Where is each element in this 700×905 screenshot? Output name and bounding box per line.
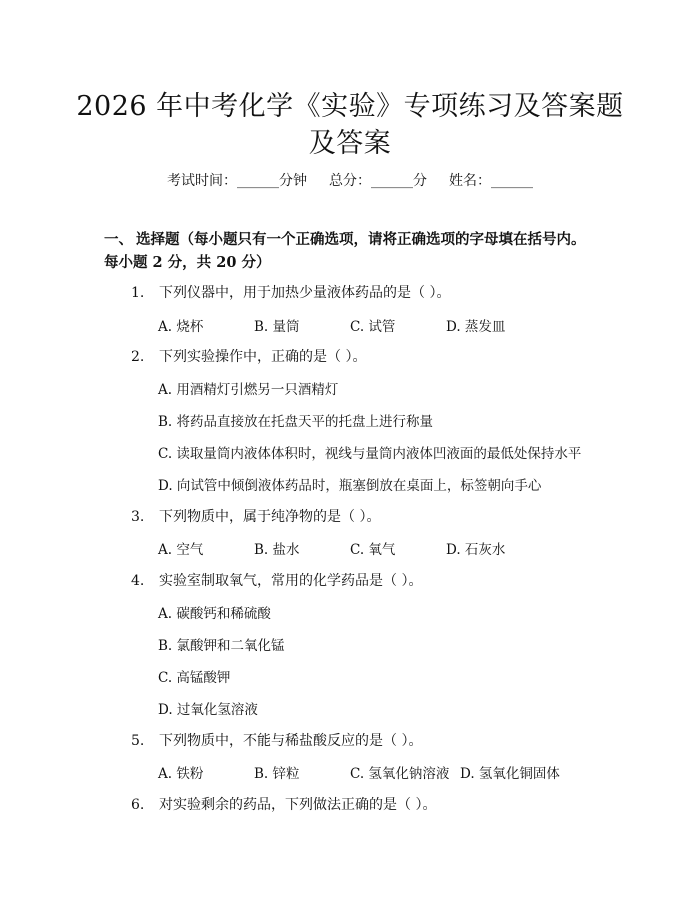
question-2-option-a: A. 用酒精灯引燃另一只酒精灯 (158, 382, 339, 398)
exam-info-row (0, 170, 700, 190)
option-d: D. 蒸发皿 (446, 319, 506, 335)
student-name-field: 姓名：______ (449, 173, 533, 189)
question-text: 下列仪器中，用于加热少量液体药品的是（ ）。 (159, 285, 451, 301)
question-text: 下列物质中，属于纯净物的是（ ）。 (159, 509, 381, 525)
question-5 (131, 730, 422, 750)
question-text: 下列物质中，不能与稀盐酸反应的是（ ）。 (159, 733, 423, 749)
exam-time-field: 考试时间：______分钟 (167, 173, 307, 189)
option-b: B. 量筒 (254, 319, 300, 335)
question-number: 1. (131, 285, 145, 301)
option-c: C. 氢氧化钠溶液 (350, 766, 450, 782)
question-4 (131, 570, 422, 590)
question-text: 对实验剩余的药品，下列做法正确的是（ ）。 (159, 797, 437, 813)
question-number: 3. (131, 509, 145, 525)
option-d: D. 氢氧化铜固体 (460, 766, 560, 782)
question-3 (131, 506, 380, 526)
section-instructions: 选择题（每小题只有一个正确选项，请将正确选项的字母填在括号内。每小题 2 分，共 20 分） (104, 231, 586, 271)
question-number: 6. (131, 797, 145, 813)
page-title-line-2: 及答案 (308, 128, 392, 159)
option-d: D. 石灰水 (446, 542, 506, 558)
question-text: 实验室制取氧气，常用的化学药品是（ ）。 (159, 573, 423, 589)
question-number: 4. (131, 573, 145, 589)
section-number: 一、 (104, 231, 133, 248)
question-text: 下列实验操作中，正确的是（ ）。 (159, 349, 367, 365)
option-c: C. 试管 (350, 319, 396, 335)
question-4-option-c: C. 高锰酸钾 (158, 670, 231, 686)
option-a: A. 烧杯 (158, 319, 204, 335)
question-2-option-b: B. 将药品直接放在托盘天平的托盘上进行称量 (158, 414, 434, 430)
option-c: C. 氧气 (350, 542, 396, 558)
question-number: 5. (131, 733, 145, 749)
option-b: B. 盐水 (254, 542, 300, 558)
question-4-option-d: D. 过氧化氢溶液 (158, 702, 258, 718)
question-2-option-c: C. 读取量筒内液体体积时，视线与量筒内液体凹液面的最低处保持水平 (158, 446, 582, 462)
total-score-field: 总分：______分 (329, 173, 427, 189)
option-a: A. 铁粉 (158, 766, 204, 782)
section-heading (104, 228, 594, 274)
question-4-option-a: A. 碳酸钙和稀硫酸 (158, 606, 271, 622)
page-title-line-1: 2026 年中考化学《实验》专项练习及答案题 (76, 91, 624, 122)
question-number: 2. (131, 349, 145, 365)
option-b: B. 锌粒 (254, 766, 300, 782)
question-4-option-b: B. 氯酸钾和二氧化锰 (158, 638, 285, 654)
question-6 (131, 794, 436, 814)
option-a: A. 空气 (158, 542, 204, 558)
question-2 (131, 346, 366, 366)
question-1 (131, 282, 450, 302)
question-2-option-d: D. 向试管中倾倒液体药品时，瓶塞倒放在桌面上，标签朝向手心 (158, 478, 542, 494)
